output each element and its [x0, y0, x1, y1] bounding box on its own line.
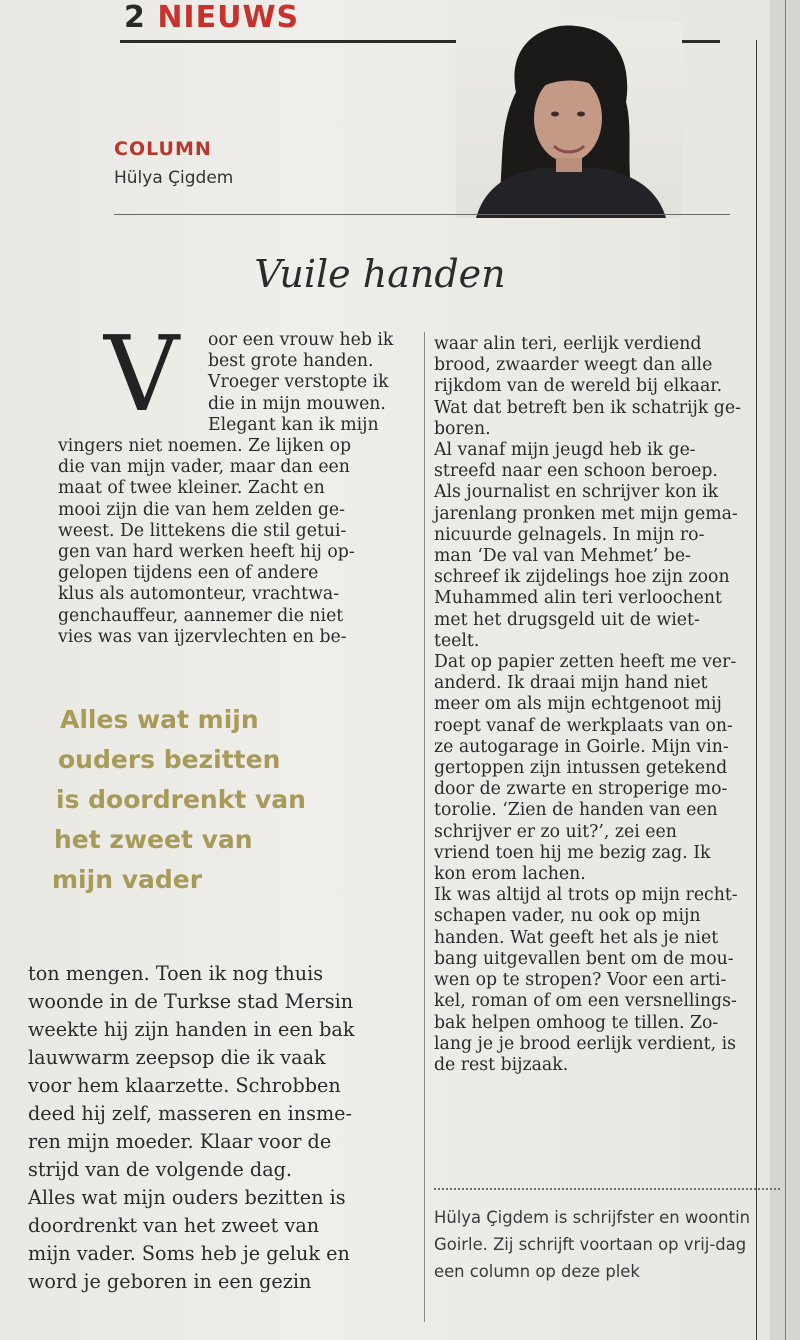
article-headline: Vuile handen: [254, 252, 506, 296]
text-line: Al vanaf mijn jeugd heb ik ge-: [434, 440, 696, 461]
text-line: lauwwarm zeepsop die ik vaak: [28, 1046, 326, 1069]
text-line: Dat op papier zetten heeft me ver-: [434, 652, 737, 673]
text-line: in Goirle. Zij schrijft voortaan op vrij-: [434, 1208, 751, 1254]
text-line: wen op te stropen? Voor een arti-: [434, 970, 727, 991]
text-line: schrijver er zo uit?’, zei een: [434, 821, 677, 842]
text-line: die van mijn vader, maar dan een: [58, 457, 350, 478]
text-line: Als journalist en schrijver kon ik: [434, 482, 719, 503]
text-line: schapen vader, nu ook op mijn: [434, 906, 701, 927]
text-line: nicuurde gelnagels. In mijn ro-: [434, 524, 705, 545]
text-line: gen van hard werken heeft hij op-: [58, 542, 355, 563]
text-line: anderd. Ik draai mijn hand niet: [434, 673, 708, 694]
text-line: vriend toen hij me bezig zag. Ik: [434, 842, 711, 863]
footnote-separator: [434, 1188, 780, 1190]
text-line: gertoppen zijn intussen getekend: [434, 758, 728, 779]
photo-rule: [114, 214, 730, 215]
column-border-right: [756, 40, 757, 1340]
text-line: ren mijn moeder. Klaar voor de: [28, 1130, 332, 1153]
section-header: [124, 0, 299, 35]
text-line: bak helpen omhoog te tillen. Zo-: [434, 1012, 719, 1033]
text-line: jarenlang pronken met mijn gema-: [434, 503, 738, 524]
text-line: torolie. ‘Zien de handen van een: [434, 800, 718, 821]
text-line: ze autogarage in Goirle. Mijn vin-: [434, 736, 729, 757]
text-line: doordrenkt van het zweet van: [28, 1214, 320, 1237]
text-line: door de zwarte en stroperige mo-: [434, 779, 728, 800]
text-line: best grote handen.: [208, 351, 374, 372]
page-edge: [785, 0, 786, 1340]
text-line: Alles wat mijn: [60, 705, 259, 734]
section-name: NIEUWS: [157, 0, 300, 35]
text-line: voor hem klaarzette. Schrobben: [28, 1074, 341, 1097]
text-line: teelt.: [434, 630, 480, 651]
text-line: dag een column op deze plek: [434, 1235, 747, 1281]
text-line: schreef ik zijdelings hoe zijn zoon: [434, 567, 730, 588]
column-kicker: COLUMN: [114, 138, 212, 160]
text-line: Elegant kan ik mijn: [208, 414, 379, 435]
text-line: streefd naar een schoon beroep.: [434, 461, 718, 482]
text-line: het zweet van: [54, 825, 253, 854]
text-line: gelopen tijdens een of andere: [58, 563, 319, 584]
text-line: brood, zwaarder weegt dan alle: [434, 355, 713, 376]
text-line: weekte hij zijn handen in een bak: [28, 1018, 355, 1041]
text-line: vies was van ijzervlechten en be-: [58, 626, 347, 647]
text-line: lang je je brood eerlijk verdient, is: [434, 1033, 736, 1054]
text-line: die in mijn mouwen.: [208, 393, 386, 414]
left-column-bottom: [28, 960, 418, 1296]
text-line: Wat dat betreft ben ik schatrijk ge-: [434, 397, 741, 418]
text-line: mijn vader: [52, 865, 203, 894]
text-line: waar alin teri, eerlijk verdiend: [434, 334, 702, 354]
text-line: meer om als mijn echtgenoot mij: [434, 694, 722, 715]
text-line: deed hij zelf, masseren en insme-: [28, 1102, 352, 1125]
text-line: rijkdom van de wereld bij elkaar.: [434, 376, 723, 397]
pull-quote: [48, 700, 388, 900]
text-line: man ‘De val van Mehmet’ be-: [434, 546, 691, 567]
text-line: Ik was altijd al trots op mijn recht-: [434, 885, 738, 906]
text-line: kel, roman of om een versnellings-: [434, 991, 737, 1012]
text-line: bang uitgevallen bent om de mou-: [434, 948, 734, 969]
text-line: is doordrenkt van: [56, 785, 306, 814]
author-footnote: [434, 1204, 780, 1285]
text-line: weest. De littekens die stil getui-: [58, 520, 347, 541]
text-line: strijd van de volgende dag.: [28, 1158, 293, 1181]
author-photo: [456, 22, 682, 218]
left-column-top: [58, 330, 418, 648]
text-line: Hülya Çigdem is schrijfster en woont: [434, 1208, 736, 1227]
text-line: mijn vader. Soms heb je geluk en: [28, 1242, 350, 1265]
text-line: Muhammed alin teri verloochent: [434, 588, 722, 609]
text-line: vingers niet noemen. Ze lijken op: [58, 436, 352, 457]
text-line: word je geboren in een gezin: [28, 1270, 312, 1293]
right-column: [434, 334, 744, 1076]
text-line: roept vanaf de werkplaats van on-: [434, 715, 733, 736]
text-line: klus als automonteur, vrachtwa-: [58, 584, 340, 605]
text-line: met het drugsgeld uit de wiet-: [434, 609, 700, 630]
column-divider: [424, 332, 425, 1322]
text-line: Alles wat mijn ouders bezitten is: [28, 1186, 346, 1209]
text-line: maat of twee kleiner. Zacht en: [58, 478, 325, 499]
text-line: Vroeger verstopte ik: [208, 372, 389, 393]
text-line: mooi zijn die van hem zelden ge-: [58, 499, 345, 520]
page-number: 2: [124, 0, 146, 35]
text-line: genchauffeur, aannemer die niet: [58, 605, 344, 626]
text-line: oor een vrouw heb ik: [208, 330, 394, 350]
text-line: kon erom lachen.: [434, 864, 586, 885]
text-line: de rest bijzaak.: [434, 1054, 569, 1075]
text-line: woonde in de Turkse stad Mersin: [28, 990, 354, 1013]
text-line: ton mengen. Toen ik nog thuis: [28, 962, 324, 985]
text-line: ouders bezitten: [58, 745, 281, 774]
author-name: Hülya Çigdem: [114, 168, 234, 188]
drop-cap: V: [104, 313, 180, 435]
text-line: boren.: [434, 418, 491, 439]
text-line: handen. Wat geeft het als je niet: [434, 927, 719, 948]
